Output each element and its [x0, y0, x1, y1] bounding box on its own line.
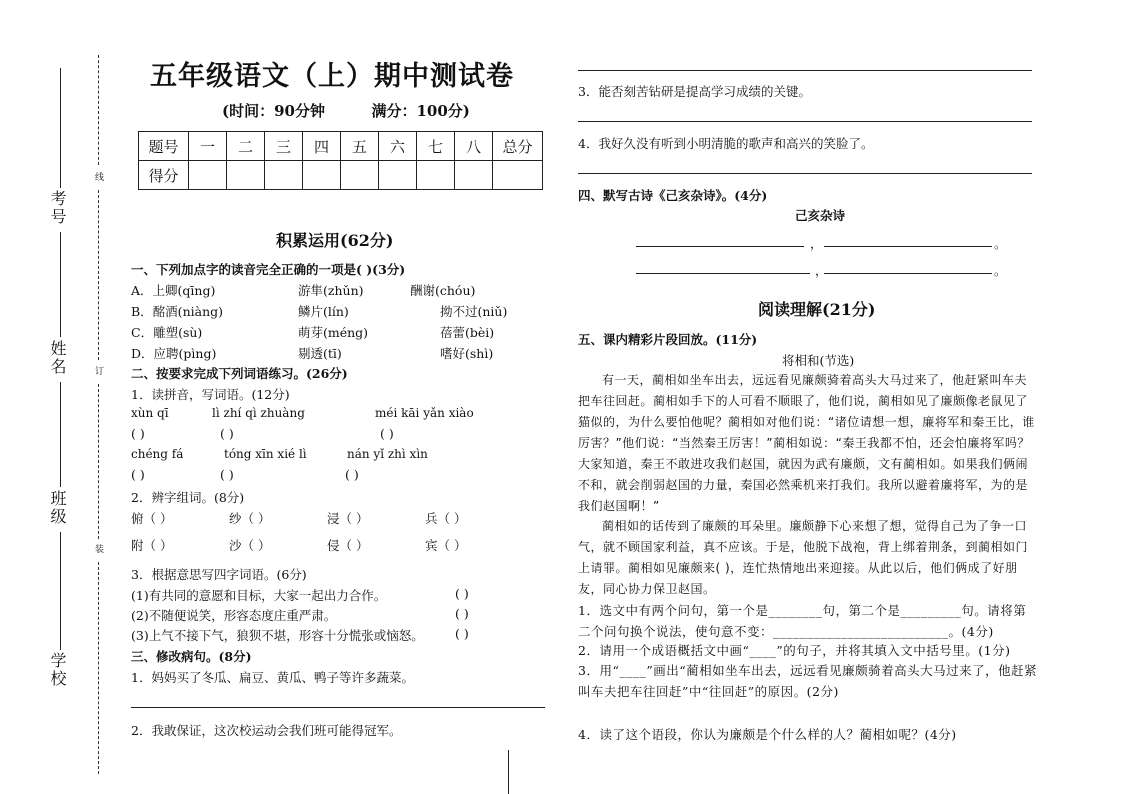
cut-line-mid1	[98, 190, 99, 360]
q3-sentence-3: 3．能否刻苦钻研是提高学习成绩的关键。	[578, 84, 811, 99]
passage-title: 将相和(节选)	[782, 353, 855, 368]
q1-option-d[interactable]: D．应聘(pìng)	[131, 346, 217, 361]
cut-line-bottom	[98, 562, 99, 774]
question-5-prompt: 五、课内精彩片段回放。(11分)	[578, 332, 758, 347]
score-header-cell: 总分	[493, 132, 543, 161]
poem-line-1b[interactable]	[824, 246, 992, 247]
q2-pinyin-3: méi kāi yǎn xiào	[375, 406, 474, 420]
q1-option-a-word2: 游隼(zhǔn)	[298, 283, 364, 298]
exam-no-label: 考号	[48, 190, 67, 226]
q1-option-b[interactable]: B．酩酒(niàng)	[131, 304, 223, 319]
score-table	[138, 131, 543, 190]
q3-answer-line-3[interactable]	[578, 121, 1032, 122]
poem-line-2a[interactable]	[636, 273, 810, 274]
q2-pinyin-4: chéng fá	[131, 447, 184, 461]
q2-char-4[interactable]: 兵（ ）	[425, 511, 467, 526]
poem-period-2: 。	[994, 263, 1007, 278]
q2-blank-3[interactable]: ( )	[380, 426, 394, 441]
reading-question-2: 2．请用一个成语概括文中画“____”的句子，并将其填入文中括号里。(1分)	[578, 643, 1011, 658]
poem-line-2b[interactable]	[824, 273, 992, 274]
q2-item-1: (1)有共同的意愿和目标，大家一起出力合作。	[131, 588, 387, 603]
poem-line-1a[interactable]	[636, 246, 804, 247]
q2-item-2-blank[interactable]: ( )	[455, 606, 469, 621]
q2-char-8[interactable]: 宾（ ）	[425, 538, 467, 553]
cut-mark-line: 线	[93, 172, 103, 183]
q3-answer-line-4[interactable]	[578, 173, 1032, 174]
q1-option-b-word2: 鳞片(lín)	[298, 304, 349, 319]
reading-question-3: 3．用“____”画出“蔺相如坐车出去，远远看见廉颇骑着高头大马过来了，他赶紧叫车夫把车往回赶”中“往回赶”的原因。(2分)	[578, 663, 1038, 699]
q2-blank-4[interactable]: ( )	[131, 467, 145, 482]
q2-item-2: (2)不随便说笑，形容态度庄重严肃。	[131, 608, 337, 623]
q1-option-d-word2: 剔透(tī)	[298, 346, 342, 361]
q1-option-c[interactable]: C．雕塑(sù)	[131, 325, 203, 340]
score-cell[interactable]	[417, 161, 455, 190]
score-header-cell: 二	[227, 132, 265, 161]
q2-item-3-blank[interactable]: ( )	[455, 626, 469, 641]
cut-mark-ding: 订	[93, 366, 103, 377]
page-title: 五年级语文（上）期中测试卷	[150, 61, 514, 92]
reading-question-1: 1．选文中有两个问句，第一个是________句，第二个是_________句。请将第二个问句换个说法，使句意不变：__________________________。(4分)	[578, 603, 1027, 639]
school-label: 学校	[48, 652, 67, 688]
cut-mark-zhuang: 装	[93, 544, 103, 555]
score-header-cell: 七	[417, 132, 455, 161]
question-3-prompt: 三、修改病句。(8分)	[131, 649, 252, 664]
score-header-cell: 八	[455, 132, 493, 161]
q1-option-a-word3: 酬谢(chóu)	[410, 283, 476, 298]
q2-item-1-blank[interactable]: ( )	[455, 586, 469, 601]
q2-char-3[interactable]: 浸（ ）	[327, 511, 369, 526]
passage-paragraph-2: 蔺相如的话传到了廉颇的耳朵里。廉颇静下心来想了想，觉得自己为了争一口气，就不顾国家利益，真不应该。于是，他脱下战袍，背上绑着荆条，到蔺相如门上请罪。蔺相如见廉颇来( )，连忙热情地出来迎接。从此以后，他们俩成了好朋友，同心协力保卫赵国。	[578, 519, 1029, 596]
class-line	[60, 382, 61, 487]
score-cell[interactable]	[265, 161, 303, 190]
q1-option-a[interactable]: A．上卿(qīng)	[131, 283, 216, 298]
school-line	[60, 532, 61, 650]
poem-comma-1: ，	[810, 236, 823, 251]
q2-blank-5[interactable]: ( )	[220, 467, 234, 482]
q2-char-2[interactable]: 纱（ ）	[229, 511, 271, 526]
exam-time: (时间：90分钟	[222, 102, 325, 120]
q3-sentence-1: 1．妈妈买了冬瓜、扁豆、黄瓜、鸭子等许多蔬菜。	[131, 670, 414, 685]
q3-sentence-4: 4．我好久没有听到小明清脆的歌声和高兴的笑脸了。	[578, 136, 874, 151]
score-cell[interactable]	[379, 161, 417, 190]
score-cell[interactable]	[227, 161, 265, 190]
q1-option-b-word3: 拗不过(niǔ)	[440, 304, 508, 319]
exam-no-line	[60, 68, 61, 188]
question-1-prompt: 一、下列加点字的读音完全正确的一项是( )(3分)	[131, 262, 406, 277]
page-divider	[508, 750, 510, 794]
question-4-prompt: 四、默写古诗《己亥杂诗》。(4分)	[578, 188, 768, 203]
name-label: 姓名	[48, 340, 67, 376]
score-cell[interactable]	[189, 161, 227, 190]
score-row-label: 得分	[139, 161, 189, 190]
q2-char-1[interactable]: 俯（ ）	[131, 511, 173, 526]
q2-blank-2[interactable]: ( )	[220, 426, 234, 441]
q2-pinyin-5: tóng xīn xié lì	[224, 447, 307, 461]
question-2-prompt: 二、按要求完成下列词语练习。(26分)	[131, 366, 348, 381]
q2-sub3: 3．根据意思写四字词语。(6分)	[131, 567, 307, 582]
q1-option-d-word3: 嗜好(shì)	[440, 346, 494, 361]
cut-line-top	[98, 55, 99, 165]
q1-option-c-word3: 蓓蕾(bèi)	[440, 325, 495, 340]
score-cell[interactable]	[493, 161, 543, 190]
class-label: 班级	[48, 490, 67, 526]
score-header-cell: 一	[189, 132, 227, 161]
section-title-accumulation: 积累运用(62分)	[276, 231, 394, 250]
q3-answer-line-1[interactable]	[131, 707, 545, 708]
q3-answer-line-2[interactable]	[578, 70, 1032, 71]
section-title-reading: 阅读理解(21分)	[758, 300, 876, 319]
score-cell[interactable]	[341, 161, 379, 190]
poem-title: 己亥杂诗	[795, 208, 846, 223]
q2-item-3: (3)上气不接下气，狼狈不堪，形容十分慌张或恼怒。	[131, 628, 424, 643]
reading-question-4: 4．读了这个语段，你认为廉颇是个什么样的人？蔺相如呢？(4分)	[578, 727, 957, 742]
poem-period-1: 。	[994, 236, 1007, 251]
name-line	[60, 232, 61, 337]
q1-option-c-word2: 萌芽(méng)	[298, 325, 369, 340]
score-table-header-row	[139, 132, 543, 161]
exam-score: 满分：100分)	[371, 102, 470, 120]
exam-info	[222, 100, 470, 121]
score-header-cell: 三	[265, 132, 303, 161]
q2-blank-1[interactable]: ( )	[131, 426, 145, 441]
q2-blank-6[interactable]: ( )	[345, 467, 359, 482]
q2-char-6[interactable]: 沙（ ）	[229, 538, 271, 553]
score-cell[interactable]	[303, 161, 341, 190]
q2-char-5[interactable]: 附（ ）	[131, 538, 173, 553]
passage-paragraph-1: 有一天，蔺相如坐车出去，远远看见廉颇骑着高头大马过来了，他赶紧叫车夫把车往回赶。蔺相如手下的人可看不顺眼了，他们说，蔺相如见了廉颇像老鼠见了猫似的，为什么要怕他呢？蔺相如对他们说：“诸位请想一想，廉将军和秦王比，谁厉害？”他们说：“当然秦王厉害！”蔺相如说：“秦王我都不怕，还会怕廉将军吗？大家知道，秦王不敢进攻我们赵国，就因为武有廉颇，文有蔺相如。如果我们俩闹不和，就会削弱赵国的力量，秦国必然乘机来打我们。我所以避着廉将军，为的是我们赵国啊！”	[578, 373, 1035, 513]
q2-sub1: 1．读拼音，写词语。(12分)	[131, 387, 290, 402]
q2-sub2: 2．辨字组词。(8分)	[131, 490, 245, 505]
score-cell[interactable]	[455, 161, 493, 190]
q2-char-7[interactable]: 侵（ ）	[327, 538, 369, 553]
poem-comma-2: ，	[815, 263, 828, 278]
q2-pinyin-1: xùn qī	[131, 406, 169, 420]
cut-line-mid2	[98, 384, 99, 539]
score-header-cell: 题号	[139, 132, 189, 161]
score-header-cell: 五	[341, 132, 379, 161]
q3-sentence-2: 2．我敢保证，这次校运动会我们班可能得冠军。	[131, 723, 402, 738]
score-header-cell: 四	[303, 132, 341, 161]
score-table-score-row	[139, 161, 543, 190]
score-header-cell: 六	[379, 132, 417, 161]
q2-pinyin-6: nán yǐ zhì xìn	[347, 447, 428, 461]
q2-pinyin-2: lì zhí qì zhuàng	[212, 406, 305, 420]
